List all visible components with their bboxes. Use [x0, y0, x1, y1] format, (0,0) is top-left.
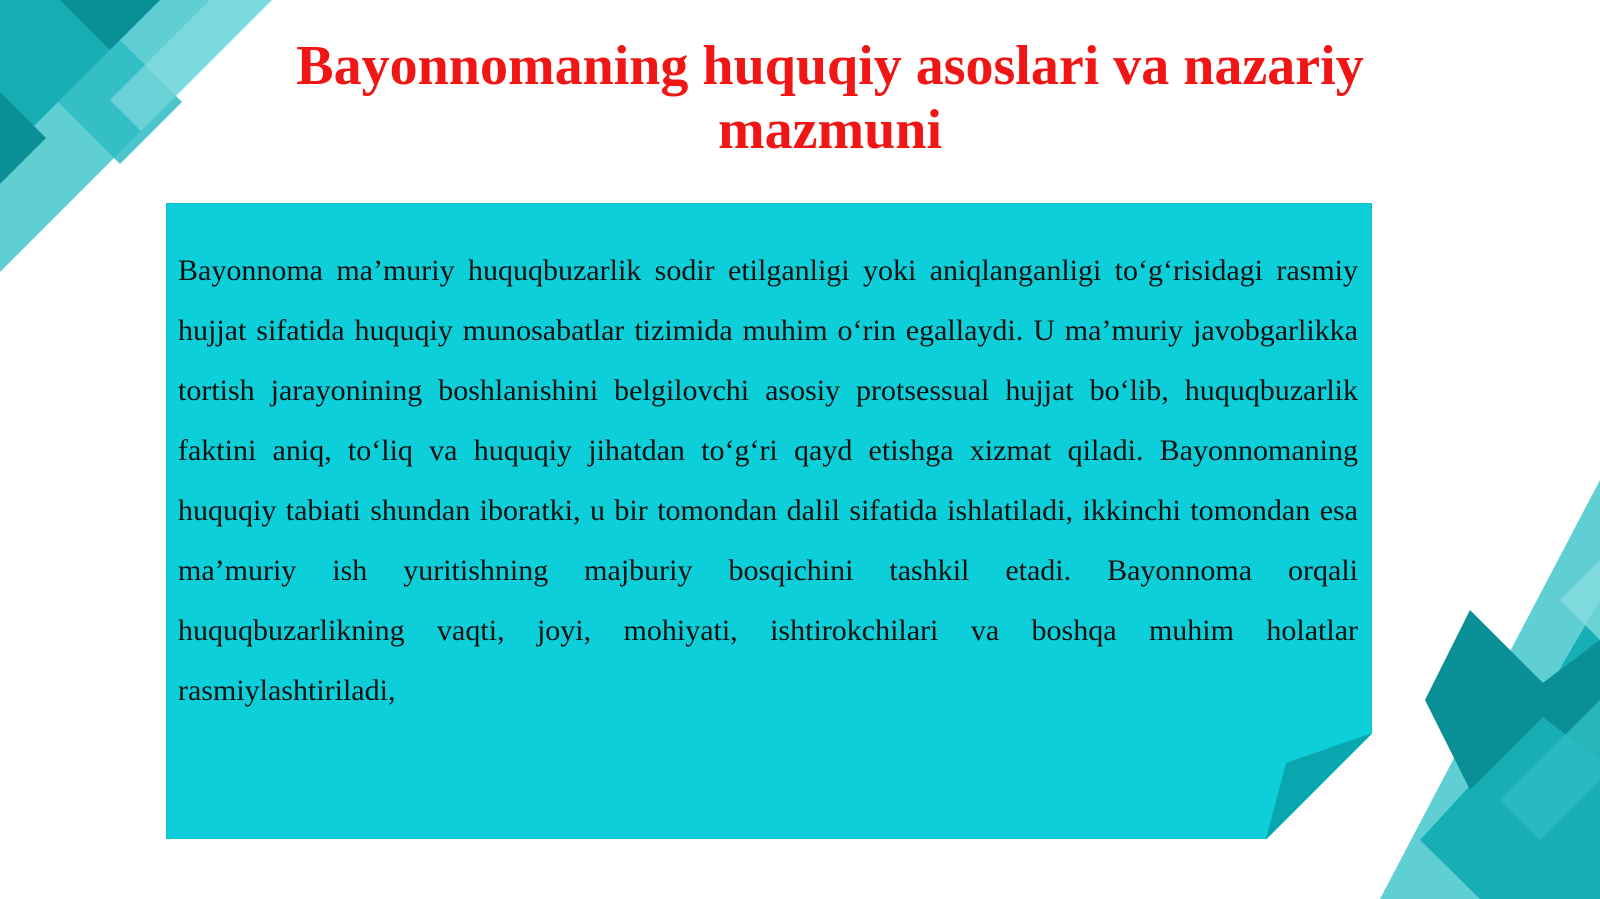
slide-title: Bayonnomaning huquqiy asoslari va nazariy mazmuni [296, 35, 1364, 161]
bottom-right-corner-shapes [1380, 480, 1600, 899]
body-paragraph: Bayonnoma ma’muriy huquqbuzarlik sodir etilganligi yoki aniqlanganligi to‘g‘risidagi rasmiy hujjat sifatida huquqiy munosabatlar tizimida muhim o‘rin egallaydi. U ma’muriy javobgarlikka tortish jarayonining boshlanishini belgilovchi asosiy protsessual hujjat bo‘lib, huquqbuzarlik faktini aniq, to‘liq va huquqiy jihatdan to‘g‘ri qayd etishga xizmat qiladi. Bayonnomaning huquqiy tabiati shundan iboratki, u bir tomondan dalil sifatida ishlatiladi, ikkinchi tomondan esa ma’muriy ish yuritishning majburiy bosqichini tashkil etadi. Bayonnoma orqali huquqbuzarlikning vaqti, joyi, mohiyati, ishtirokchilari va boshqa muhim holatlar rasmiylashtiriladi, [178, 254, 1358, 707]
